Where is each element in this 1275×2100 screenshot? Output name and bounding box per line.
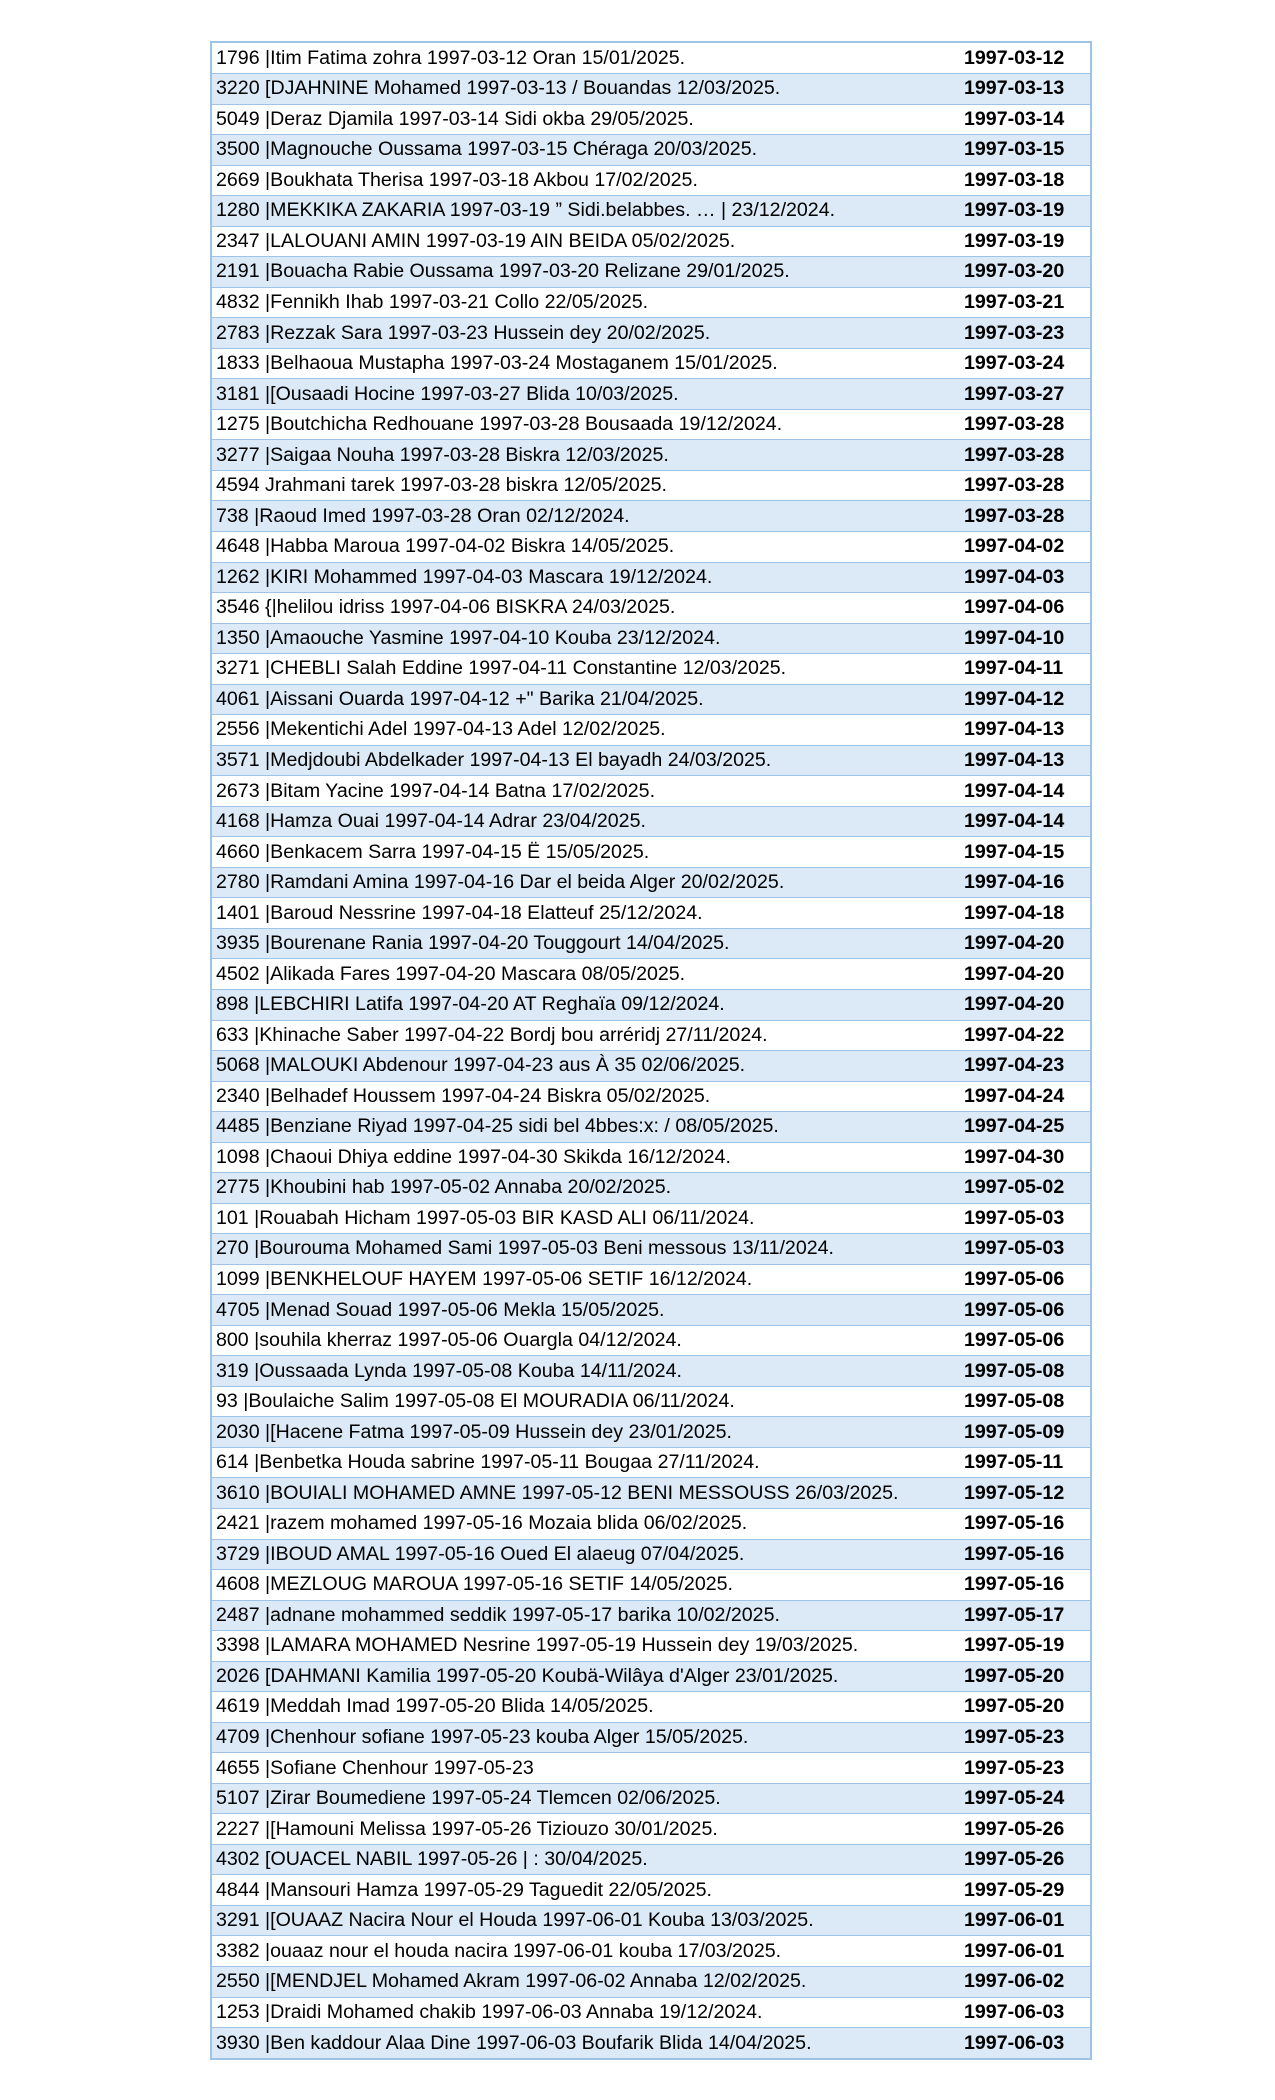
- table-row: [212, 196, 1090, 227]
- table-row: [212, 501, 1090, 532]
- table-row: [212, 1631, 1090, 1662]
- record-entry-cell: 1275 |Boutchicha Redhouane 1997-03-28 Bousaada 19/12/2024.: [212, 409, 952, 440]
- record-date-cell: 1997-05-06: [952, 1264, 1090, 1295]
- record-entry-cell: 3181 |[Ousaadi Hocine 1997-03-27 Blida 10/03/2025.: [212, 379, 952, 410]
- table-row: [212, 989, 1090, 1020]
- record-date-cell: 1997-05-06: [952, 1295, 1090, 1326]
- table-row: [212, 379, 1090, 410]
- record-entry-cell: 3382 |ouaaz nour el houda nacira 1997-06-01 kouba 17/03/2025.: [212, 1936, 952, 1967]
- table-row: [212, 1386, 1090, 1417]
- table-row: [212, 165, 1090, 196]
- record-date-cell: 1997-03-23: [952, 318, 1090, 349]
- record-entry-cell: 4594 Jrahmani tarek 1997-03-28 biskra 12/05/2025.: [212, 470, 952, 501]
- record-date-cell: 1997-05-20: [952, 1692, 1090, 1723]
- record-entry-cell: 4061 |Aissani Ouarda 1997-04-12 +" Barika 21/04/2025.: [212, 684, 952, 715]
- record-date-cell: 1997-03-28: [952, 409, 1090, 440]
- record-date-cell: 1997-05-23: [952, 1722, 1090, 1753]
- table-row: [212, 1783, 1090, 1814]
- record-date-cell: 1997-04-03: [952, 562, 1090, 593]
- record-date-cell: 1997-03-27: [952, 379, 1090, 410]
- table-row: [212, 1325, 1090, 1356]
- table-row: [212, 1112, 1090, 1143]
- table-row: [212, 1173, 1090, 1204]
- table-row: [212, 1020, 1090, 1051]
- record-date-cell: 1997-05-23: [952, 1753, 1090, 1784]
- table-row: [212, 257, 1090, 288]
- record-date-cell: 1997-05-20: [952, 1661, 1090, 1692]
- record-date-cell: 1997-04-13: [952, 745, 1090, 776]
- record-entry-cell: 4705 |Menad Souad 1997-05-06 Mekla 15/05/2025.: [212, 1295, 952, 1326]
- record-date-cell: 1997-03-24: [952, 348, 1090, 379]
- record-entry-cell: 3271 |CHEBLI Salah Eddine 1997-04-11 Constantine 12/03/2025.: [212, 654, 952, 685]
- table-row: [212, 1264, 1090, 1295]
- record-entry-cell: 3546 {|helilou idriss 1997-04-06 BISKRA 24/03/2025.: [212, 593, 952, 624]
- record-date-cell: 1997-04-20: [952, 928, 1090, 959]
- record-date-cell: 1997-05-11: [952, 1447, 1090, 1478]
- record-date-cell: 1997-03-18: [952, 165, 1090, 196]
- record-date-cell: 1997-05-08: [952, 1386, 1090, 1417]
- record-date-cell: 1997-04-06: [952, 593, 1090, 624]
- record-date-cell: 1997-06-01: [952, 1936, 1090, 1967]
- record-entry-cell: 2030 |[Hacene Fatma 1997-05-09 Hussein dey 23/01/2025.: [212, 1417, 952, 1448]
- record-date-cell: 1997-04-24: [952, 1081, 1090, 1112]
- table-row: [212, 1966, 1090, 1997]
- record-entry-cell: 2347 |LALOUANI AMIN 1997-03-19 AIN BEIDA 05/02/2025.: [212, 226, 952, 257]
- record-entry-cell: 1098 |Chaoui Dhiya eddine 1997-04-30 Skikda 16/12/2024.: [212, 1142, 952, 1173]
- record-entry-cell: 2780 |Ramdani Amina 1997-04-16 Dar el beida Alger 20/02/2025.: [212, 867, 952, 898]
- table-row: [212, 1478, 1090, 1509]
- record-entry-cell: 4485 |Benziane Riyad 1997-04-25 sidi bel 4bbes:x: / 08/05/2025.: [212, 1112, 952, 1143]
- record-date-cell: 1997-04-25: [952, 1112, 1090, 1143]
- table-row: [212, 1356, 1090, 1387]
- record-entry-cell: 2191 |Bouacha Rabie Oussama 1997-03-20 Relizane 29/01/2025.: [212, 257, 952, 288]
- record-date-cell: 1997-05-17: [952, 1600, 1090, 1631]
- record-entry-cell: 3291 |[OUAAZ Nacira Nour el Houda 1997-06-01 Kouba 13/03/2025.: [212, 1905, 952, 1936]
- record-date-cell: 1997-03-19: [952, 226, 1090, 257]
- record-entry-cell: 3398 |LAMARA MOHAMED Nesrine 1997-05-19 Hussein dey 19/03/2025.: [212, 1631, 952, 1662]
- record-date-cell: 1997-04-14: [952, 806, 1090, 837]
- record-date-cell: 1997-04-22: [952, 1020, 1090, 1051]
- record-entry-cell: 2026 [DAHMANI Kamilia 1997-05-20 Koubä-Wilâya d'Alger 23/01/2025.: [212, 1661, 952, 1692]
- record-entry-cell: 2783 |Rezzak Sara 1997-03-23 Hussein dey 20/02/2025.: [212, 318, 952, 349]
- record-entry-cell: 2556 |Mekentichi Adel 1997-04-13 Adel 12/02/2025.: [212, 715, 952, 746]
- record-entry-cell: 1350 |Amaouche Yasmine 1997-04-10 Kouba 23/12/2024.: [212, 623, 952, 654]
- record-date-cell: 1997-03-14: [952, 104, 1090, 135]
- table-row: [212, 1814, 1090, 1845]
- record-date-cell: 1997-04-20: [952, 959, 1090, 990]
- table-row: [212, 1081, 1090, 1112]
- table-row: [212, 928, 1090, 959]
- table-row: [212, 837, 1090, 868]
- table-row: [212, 470, 1090, 501]
- record-date-cell: 1997-04-13: [952, 715, 1090, 746]
- table-row: [212, 318, 1090, 349]
- table-row: [212, 226, 1090, 257]
- record-date-cell: 1997-05-26: [952, 1814, 1090, 1845]
- record-date-cell: 1997-03-21: [952, 287, 1090, 318]
- record-date-cell: 1997-05-08: [952, 1356, 1090, 1387]
- record-entry-cell: 4655 |Sofiane Chenhour 1997-05-23: [212, 1753, 952, 1784]
- record-date-cell: 1997-04-16: [952, 867, 1090, 898]
- table-row: [212, 2028, 1090, 2059]
- table-row: [212, 440, 1090, 471]
- record-date-cell: 1997-04-12: [952, 684, 1090, 715]
- record-entry-cell: 270 |Bourouma Mohamed Sami 1997-05-03 Beni messous 13/11/2024.: [212, 1234, 952, 1265]
- record-entry-cell: 4844 |Mansouri Hamza 1997-05-29 Taguedit 22/05/2025.: [212, 1875, 952, 1906]
- table-row: [212, 1051, 1090, 1082]
- record-entry-cell: 4660 |Benkacem Sarra 1997-04-15 Ë 15/05/2025.: [212, 837, 952, 868]
- record-date-cell: 1997-05-16: [952, 1509, 1090, 1540]
- record-entry-cell: 4832 |Fennikh Ihab 1997-03-21 Collo 22/05/2025.: [212, 287, 952, 318]
- record-entry-cell: 101 |Rouabah Hicham 1997-05-03 BIR KASD ALI 06/11/2024.: [212, 1203, 952, 1234]
- record-entry-cell: 2421 |razem mohamed 1997-05-16 Mozaia blida 06/02/2025.: [212, 1509, 952, 1540]
- record-entry-cell: 2775 |Khoubini hab 1997-05-02 Annaba 20/02/2025.: [212, 1173, 952, 1204]
- record-entry-cell: 4608 |MEZLOUG MAROUA 1997-05-16 SETIF 14/05/2025.: [212, 1570, 952, 1601]
- record-entry-cell: 3729 |IBOUD AMAL 1997-05-16 Oued El alaeug 07/04/2025.: [212, 1539, 952, 1570]
- record-date-cell: 1997-05-09: [952, 1417, 1090, 1448]
- record-entry-cell: 738 |Raoud Imed 1997-03-28 Oran 02/12/2024.: [212, 501, 952, 532]
- record-entry-cell: 2487 |adnane mohammed seddik 1997-05-17 barika 10/02/2025.: [212, 1600, 952, 1631]
- record-date-cell: 1997-04-18: [952, 898, 1090, 929]
- record-date-cell: 1997-04-02: [952, 532, 1090, 563]
- record-entry-cell: 4302 [OUACEL NABIL 1997-05-26 | : 30/04/2025.: [212, 1844, 952, 1875]
- records-table: [212, 43, 1090, 2058]
- table-row: [212, 1570, 1090, 1601]
- record-entry-cell: 5107 |Zirar Boumediene 1997-05-24 Tlemcen 02/06/2025.: [212, 1783, 952, 1814]
- records-sheet: [210, 41, 1092, 2060]
- table-row: [212, 1203, 1090, 1234]
- record-entry-cell: 3930 |Ben kaddour Alaa Dine 1997-06-03 Boufarik Blida 14/04/2025.: [212, 2028, 952, 2059]
- record-entry-cell: 319 |Oussaada Lynda 1997-05-08 Kouba 14/11/2024.: [212, 1356, 952, 1387]
- table-row: [212, 1417, 1090, 1448]
- table-row: [212, 1661, 1090, 1692]
- record-date-cell: 1997-05-29: [952, 1875, 1090, 1906]
- table-row: [212, 1539, 1090, 1570]
- record-date-cell: 1997-05-19: [952, 1631, 1090, 1662]
- record-entry-cell: 4709 |Chenhour sofiane 1997-05-23 kouba Alger 15/05/2025.: [212, 1722, 952, 1753]
- record-entry-cell: 3610 |BOUIALI MOHAMED AMNE 1997-05-12 BENI MESSOUSS 26/03/2025.: [212, 1478, 952, 1509]
- table-row: [212, 806, 1090, 837]
- record-date-cell: 1997-03-28: [952, 440, 1090, 471]
- record-date-cell: 1997-03-28: [952, 470, 1090, 501]
- table-row: [212, 1844, 1090, 1875]
- record-date-cell: 1997-05-03: [952, 1234, 1090, 1265]
- record-date-cell: 1997-05-02: [952, 1173, 1090, 1204]
- table-row: [212, 898, 1090, 929]
- table-row: [212, 1600, 1090, 1631]
- table-row: [212, 715, 1090, 746]
- record-entry-cell: 2227 |[Hamouni Melissa 1997-05-26 Tiziouzo 30/01/2025.: [212, 1814, 952, 1845]
- record-date-cell: 1997-05-16: [952, 1539, 1090, 1570]
- record-entry-cell: 2673 |Bitam Yacine 1997-04-14 Batna 17/02/2025.: [212, 776, 952, 807]
- record-date-cell: 1997-03-15: [952, 135, 1090, 166]
- record-date-cell: 1997-04-23: [952, 1051, 1090, 1082]
- table-row: [212, 867, 1090, 898]
- record-entry-cell: 2550 |[MENDJEL Mohamed Akram 1997-06-02 Annaba 12/02/2025.: [212, 1966, 952, 1997]
- table-row: [212, 1234, 1090, 1265]
- record-date-cell: 1997-05-03: [952, 1203, 1090, 1234]
- table-row: [212, 776, 1090, 807]
- record-date-cell: 1997-03-20: [952, 257, 1090, 288]
- record-date-cell: 1997-05-16: [952, 1570, 1090, 1601]
- record-entry-cell: 614 |Benbetka Houda sabrine 1997-05-11 Bougaa 27/11/2024.: [212, 1447, 952, 1478]
- record-entry-cell: 1796 |Itim Fatima zohra 1997-03-12 Oran 15/01/2025.: [212, 43, 952, 74]
- record-entry-cell: 1280 |MEKKIKA ZAKARIA 1997-03-19 ” Sidi.belabbes. … | 23/12/2024.: [212, 196, 952, 227]
- record-date-cell: 1997-03-13: [952, 74, 1090, 105]
- record-date-cell: 1997-03-12: [952, 43, 1090, 74]
- record-date-cell: 1997-04-10: [952, 623, 1090, 654]
- table-row: [212, 959, 1090, 990]
- table-row: [212, 74, 1090, 105]
- record-entry-cell: 898 |LEBCHIRI Latifa 1997-04-20 AT Reghaïa 09/12/2024.: [212, 989, 952, 1020]
- table-row: [212, 745, 1090, 776]
- table-row: [212, 1905, 1090, 1936]
- table-row: [212, 104, 1090, 135]
- table-row: [212, 1936, 1090, 1967]
- record-entry-cell: 5068 |MALOUKI Abdenour 1997-04-23 aus À 35 02/06/2025.: [212, 1051, 952, 1082]
- record-entry-cell: 4648 |Habba Maroua 1997-04-02 Biskra 14/05/2025.: [212, 532, 952, 563]
- record-entry-cell: 3571 |Medjdoubi Abdelkader 1997-04-13 El bayadh 24/03/2025.: [212, 745, 952, 776]
- records-body: [212, 43, 1090, 2058]
- record-entry-cell: 633 |Khinache Saber 1997-04-22 Bordj bou arréridj 27/11/2024.: [212, 1020, 952, 1051]
- table-row: [212, 348, 1090, 379]
- record-entry-cell: 4502 |Alikada Fares 1997-04-20 Mascara 08/05/2025.: [212, 959, 952, 990]
- record-entry-cell: 1262 |KIRI Mohammed 1997-04-03 Mascara 19/12/2024.: [212, 562, 952, 593]
- table-row: [212, 135, 1090, 166]
- table-row: [212, 562, 1090, 593]
- record-entry-cell: 2340 |Belhadef Houssem 1997-04-24 Biskra 05/02/2025.: [212, 1081, 952, 1112]
- table-row: [212, 1875, 1090, 1906]
- record-date-cell: 1997-05-06: [952, 1325, 1090, 1356]
- table-row: [212, 1997, 1090, 2028]
- table-row: [212, 1447, 1090, 1478]
- record-entry-cell: 1401 |Baroud Nessrine 1997-04-18 Elatteuf 25/12/2024.: [212, 898, 952, 929]
- table-row: [212, 1692, 1090, 1723]
- record-date-cell: 1997-03-28: [952, 501, 1090, 532]
- record-entry-cell: 93 |Boulaiche Salim 1997-05-08 El MOURADIA 06/11/2024.: [212, 1386, 952, 1417]
- record-date-cell: 1997-05-24: [952, 1783, 1090, 1814]
- record-date-cell: 1997-05-26: [952, 1844, 1090, 1875]
- record-date-cell: 1997-04-15: [952, 837, 1090, 868]
- record-entry-cell: 800 |souhila kherraz 1997-05-06 Ouargla 04/12/2024.: [212, 1325, 952, 1356]
- record-date-cell: 1997-04-14: [952, 776, 1090, 807]
- record-date-cell: 1997-06-02: [952, 1966, 1090, 1997]
- record-entry-cell: 4619 |Meddah Imad 1997-05-20 Blida 14/05/2025.: [212, 1692, 952, 1723]
- record-date-cell: 1997-06-03: [952, 2028, 1090, 2059]
- record-entry-cell: 4168 |Hamza Ouai 1997-04-14 Adrar 23/04/2025.: [212, 806, 952, 837]
- table-row: [212, 287, 1090, 318]
- record-entry-cell: 1253 |Draidi Mohamed chakib 1997-06-03 Annaba 19/12/2024.: [212, 1997, 952, 2028]
- table-row: [212, 1509, 1090, 1540]
- table-row: [212, 1142, 1090, 1173]
- table-row: [212, 623, 1090, 654]
- table-row: [212, 654, 1090, 685]
- table-row: [212, 43, 1090, 74]
- table-row: [212, 409, 1090, 440]
- record-entry-cell: 3500 |Magnouche Oussama 1997-03-15 Chéraga 20/03/2025.: [212, 135, 952, 166]
- table-row: [212, 1753, 1090, 1784]
- record-date-cell: 1997-06-01: [952, 1905, 1090, 1936]
- table-row: [212, 593, 1090, 624]
- record-entry-cell: 1833 |Belhaoua Mustapha 1997-03-24 Mostaganem 15/01/2025.: [212, 348, 952, 379]
- record-date-cell: 1997-05-12: [952, 1478, 1090, 1509]
- record-date-cell: 1997-04-20: [952, 989, 1090, 1020]
- table-row: [212, 1722, 1090, 1753]
- table-row: [212, 1295, 1090, 1326]
- record-entry-cell: 3277 |Saigaa Nouha 1997-03-28 Biskra 12/03/2025.: [212, 440, 952, 471]
- record-entry-cell: 1099 |BENKHELOUF HAYEM 1997-05-06 SETIF 16/12/2024.: [212, 1264, 952, 1295]
- table-row: [212, 532, 1090, 563]
- record-entry-cell: 2669 |Boukhata Therisa 1997-03-18 Akbou 17/02/2025.: [212, 165, 952, 196]
- table-row: [212, 684, 1090, 715]
- record-entry-cell: 5049 |Deraz Djamila 1997-03-14 Sidi okba 29/05/2025.: [212, 104, 952, 135]
- record-date-cell: 1997-06-03: [952, 1997, 1090, 2028]
- record-date-cell: 1997-04-11: [952, 654, 1090, 685]
- record-entry-cell: 3220 [DJAHNINE Mohamed 1997-03-13 / Bouandas 12/03/2025.: [212, 74, 952, 105]
- record-entry-cell: 3935 |Bourenane Rania 1997-04-20 Touggourt 14/04/2025.: [212, 928, 952, 959]
- record-date-cell: 1997-04-30: [952, 1142, 1090, 1173]
- record-date-cell: 1997-03-19: [952, 196, 1090, 227]
